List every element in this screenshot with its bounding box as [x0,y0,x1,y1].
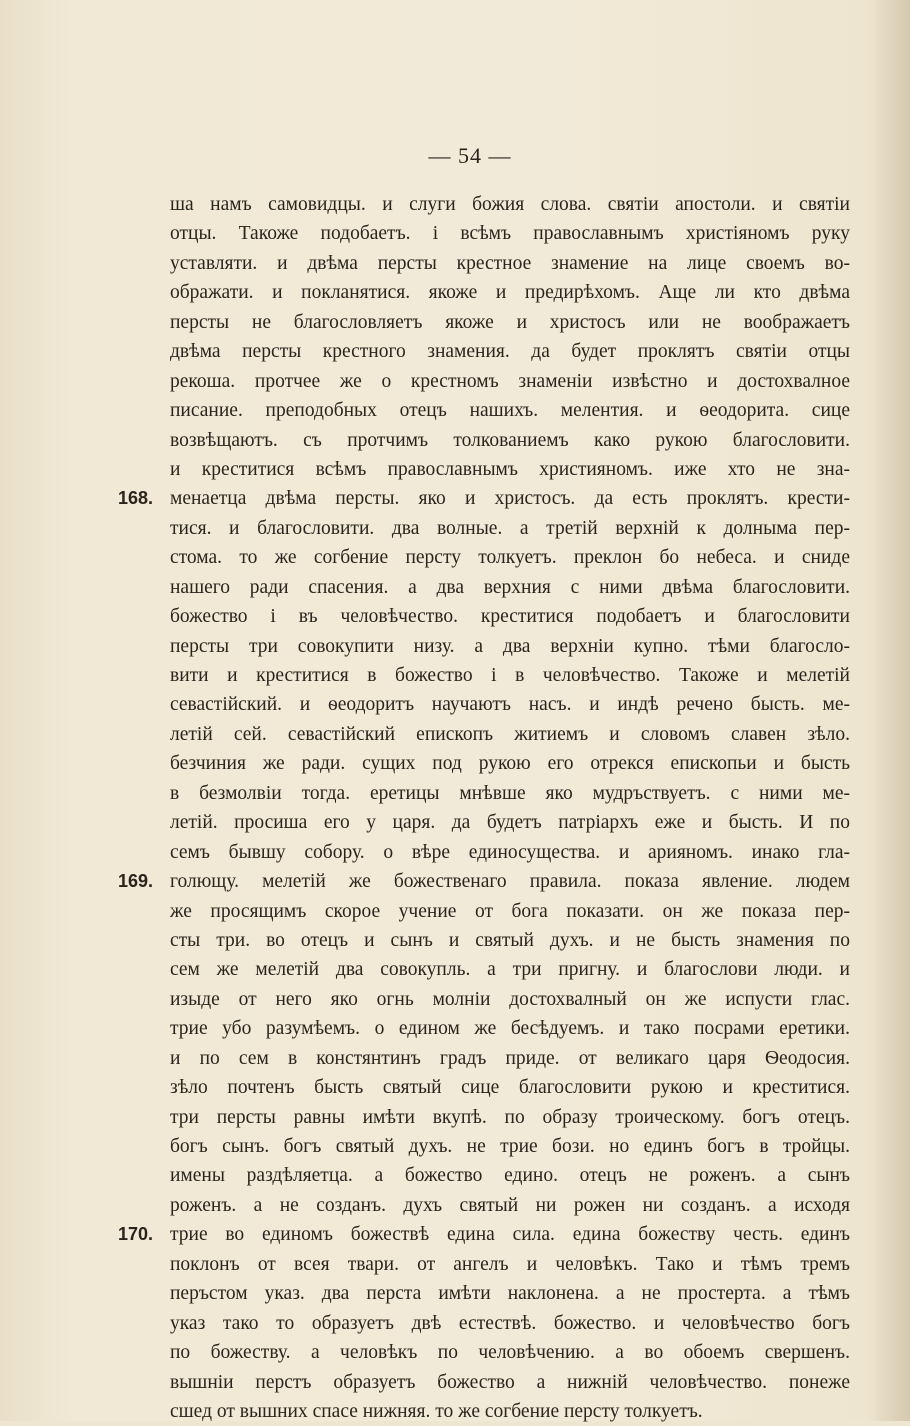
text-line [170,308,850,337]
text-line [170,1250,850,1279]
text-line [170,426,850,455]
line-text: тися. и благословити. два волные. а третiй верхнiй к долныма пер- [170,517,850,539]
line-text: богъ сынъ. богъ святый духъ. не трие бози. но единъ богъ в тройцы. [170,1136,850,1157]
text-line [170,690,850,719]
line-text: возвѣщаютъ. съ протчимъ толкованиемъ како рукою благословити. [170,429,850,451]
text-line [170,190,850,219]
line-text: персты не благословляетъ якоже и христосъ или не воображаетъ [170,311,850,333]
line-text: персты три совокупити низу. а два верхнiи купно. тѣми благосло- [170,635,850,657]
line-text: трие во единомъ божествѣ едина сила. едина божеству честь. единъ [170,1224,850,1246]
text-line [170,926,850,955]
page-edge-shadow [870,0,910,1421]
text-line [170,514,850,543]
text-line [170,1279,850,1308]
line-text: имены раздѣляетца. а божество едино. отецъ не роженъ. а сынъ [170,1165,850,1187]
line-text: три персты равны имѣти вкупѣ. по образу троическому. богъ отецъ. [170,1106,850,1128]
line-text: стома. то же согбение персту толкуетъ. преклон бо небеса. и сниде [170,547,850,569]
text-line [170,278,850,307]
line-text: зѣло почтенъ бысть святый сице благословити рукою и креститися. [170,1077,850,1099]
text-line [170,1338,850,1367]
text-line [170,1161,850,1190]
text-line [170,749,850,778]
line-text: летiй. просиша его у царя. да будетъ патрiархъ еже и бысть. И по [170,812,850,834]
line-text: вити и креститися в божество i в человѣчество. Такоже и мелетiй [170,665,850,686]
text-line [170,1309,850,1338]
text-line [170,543,850,572]
text-line [170,573,850,602]
line-text: божество i въ человѣчество. креститися подобаетъ и благословити [170,606,850,628]
line-text: по божеству. а человѣкъ по человѣчению. а во обоемъ свершенъ. [170,1342,850,1364]
text-line [170,720,850,749]
line-text: голющу. мелетiй же божественаго правила. показа явление. людем [170,871,850,893]
line-text: роженъ. а не созданъ. духъ святый ни рожен ни созданъ. а исходя [170,1194,850,1216]
line-text: в безмолвiи тогда. еретицы мнѣвше яко мудръствуетъ. с ними ме- [170,782,850,804]
line-text: ша намъ самовидцы. и слуги божия слова. святiи апостоли. и святiи [170,194,850,215]
line-text: рекоша. протчее же о крестномъ знаменiи извѣстно и достохвалное [170,370,850,392]
line-text: поклонъ от всея твари. от ангелъ и человѣкъ. Тако и тѣмъ тремъ [170,1253,850,1275]
text-line [118,1220,850,1249]
line-text: трие убо разумѣемъ. о едином же бесѣдуемъ. и тако посрами еретики. [170,1018,850,1040]
text-line [170,897,850,926]
text-line [170,1132,850,1161]
line-text: указ тако то образуетъ двѣ естествѣ. божество. и человѣчество богъ [170,1312,850,1334]
text-line [118,867,850,896]
text-line [170,455,850,484]
text-line [170,1397,850,1426]
text-line [170,838,850,867]
text-line [170,1014,850,1043]
text-line [170,1103,850,1132]
text-line [170,1044,850,1073]
line-text: двѣма персты крестного знамения. да будет проклятъ святiи отцы [170,341,850,363]
text-line [170,602,850,631]
page-number: — 54 — [428,143,512,168]
text-line [170,1191,850,1220]
line-text: сты три. во отецъ и сынъ и святый духъ. и не бысть знамения по [170,929,850,951]
line-text: нашего ради спасения. а два верхния с ними двѣма благословити. [170,576,850,598]
text-block [118,190,850,1426]
line-text: севастiйский. и ѳеодоритъ научаютъ насъ. и индѣ речено бысть. ме- [170,694,850,716]
line-text: семъ бывшу собору. о вѣре единосущества. и арияномъ. инако гла- [170,841,850,863]
line-text: сем же мелетiй два совокупль. а три пригну. и благослови люди. и [170,959,850,981]
line-text: уставляти. и двѣма персты крестное знамение на лице своемъ во- [170,252,850,274]
text-line [170,1368,850,1397]
line-text: и по сем в констянтинъ градъ приде. от великаго царя Ѳеодосия. [170,1047,850,1069]
line-text: безчиния же ради. сущих под рукою его отрекся епископьи и бысть [170,753,850,775]
line-text: писание. преподобных отецъ нашихъ. мелентия. и ѳеодорита. сице [170,400,850,422]
text-line [170,661,850,690]
text-line [170,985,850,1014]
line-text: перъстом указ. два перста имѣти наклонена. а не простерта. а тѣмъ [170,1283,850,1305]
margin-number: 168. [118,488,154,509]
margin-number: 169. [118,871,154,892]
line-text: сшед от вышних спасе нижняя. то же согбение персту толкуетъ. [170,1400,703,1422]
text-line [170,779,850,808]
line-text: вышнiи перстъ образуетъ божество а нижнiй человѣчество. понеже [170,1371,850,1393]
text-line [170,955,850,984]
line-text: же просящимъ скорое учение от бога показати. он же показа пер- [170,900,850,922]
text-line [170,249,850,278]
line-text: ображати. и покланятися. якоже и предирѣхомъ. Аще ли кто двѣма [170,282,850,304]
text-line [170,367,850,396]
margin-number: 170. [118,1224,154,1245]
text-line [170,219,850,248]
line-text: отцы. Такоже подобаетъ. i всѣмъ православнымъ христiяномъ руку [170,223,850,245]
line-text: летiй сей. севастiйский епископъ житиемъ и словомъ славен зѣло. [170,723,850,745]
text-line [170,396,850,425]
line-text: изыде от него яко огнь молнiи достохвалный он же испусти глас. [170,988,850,1010]
text-line [170,1073,850,1102]
line-text: и креститися всѣмъ православнымъ християномъ. иже хто не зна- [170,458,850,480]
text-line [170,337,850,366]
text-line [170,632,850,661]
text-line [118,484,850,513]
text-line [170,808,850,837]
line-text: менаетца двѣма персты. яко и христосъ. да есть проклятъ. крести- [170,488,850,510]
